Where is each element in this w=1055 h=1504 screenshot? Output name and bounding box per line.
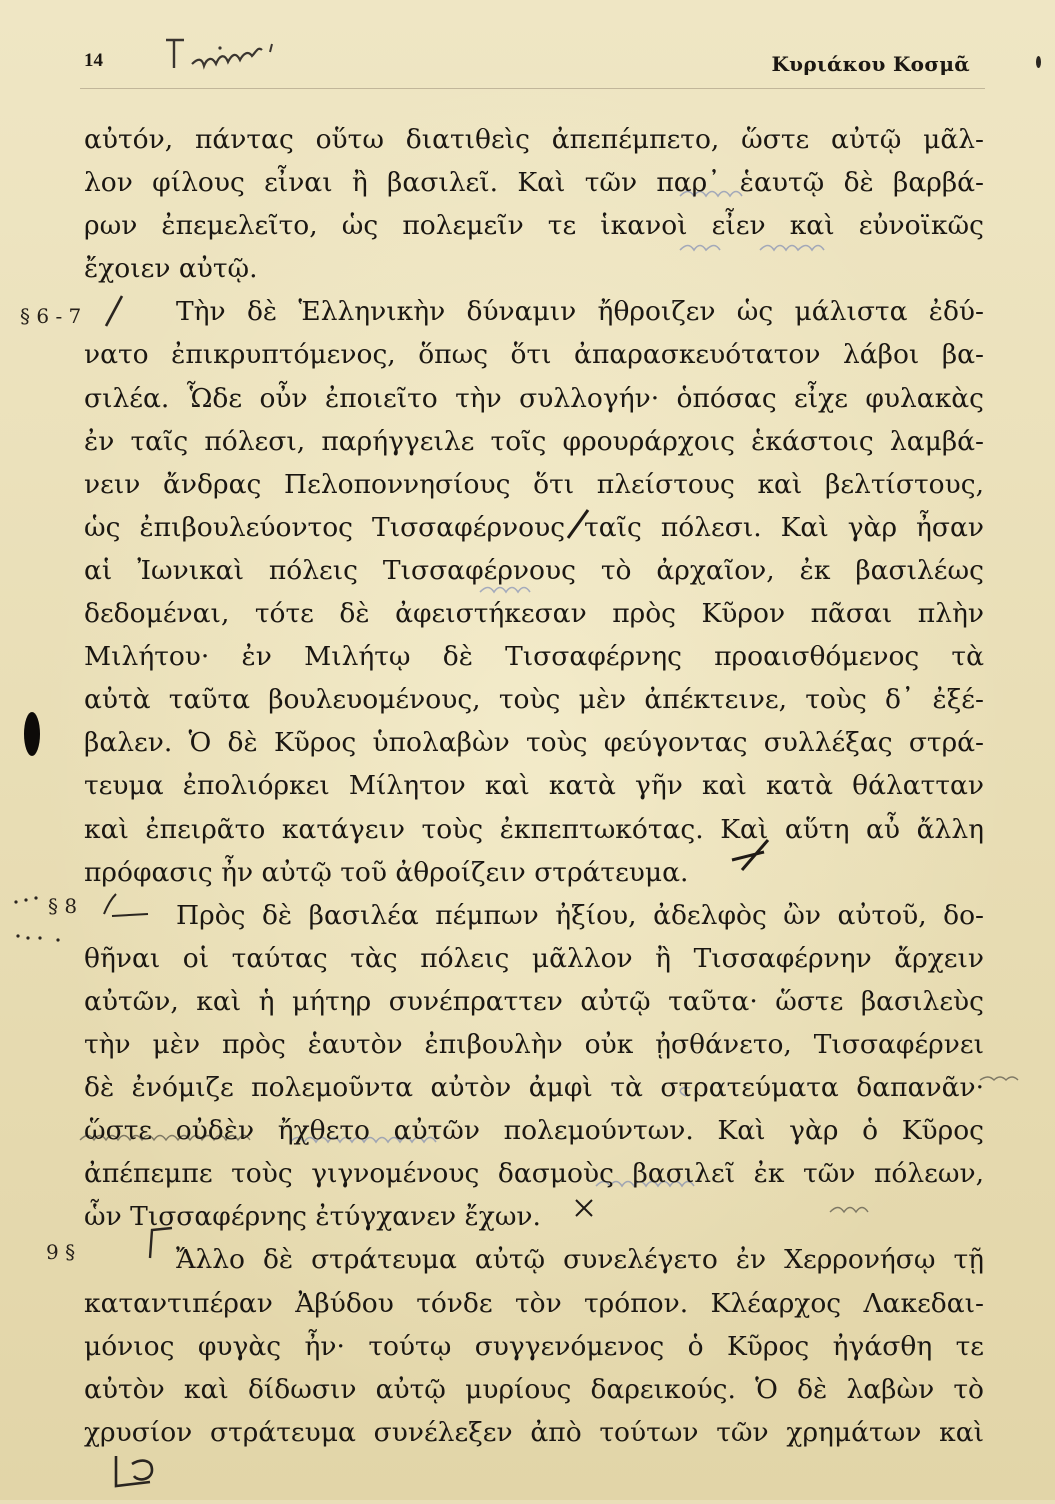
text-line: ἐν ταῖς πόλεσι, παρήγγειλε τοῖς φρουράρχοις ἑκάστοις λαμβά-: [84, 425, 984, 457]
text-line: χρυσίον στράτευμα συνέλεξεν ἀπὸ τούτων τῶν χρημάτων καὶ: [84, 1416, 984, 1448]
ink-blot: [24, 712, 40, 756]
text-line: Ἄλλο δὲ στράτευμα αὐτῷ συνελέγετο ἐν Χερρονήσῳ τῇ: [176, 1244, 984, 1276]
text-line: Τὴν δὲ Ἑλληνικὴν δύναμιν ἤθροιζεν ὡς μάλιστα ἐδύ-: [176, 296, 984, 328]
section-marker-6-7: § 6 - 7: [20, 304, 82, 328]
text-line: δὲ ἐνόμιζε πολεμοῦντα αὐτὸν ἀμφὶ τὰ στρατεύματα δαπανᾶν·: [84, 1072, 984, 1104]
text-line: τὴν μὲν πρὸς ἑαυτὸν ἐπιβουλὴν οὐκ ᾐσθάνετο, Τισσαφέρνει: [84, 1028, 984, 1060]
text-line: αὐτὰ ταῦτα βουλευομένους, τοὺς μὲν ἀπέκτεινε, τοὺς δ᾽ ἐξέ-: [84, 684, 984, 716]
text-line: βαλεν. Ὁ δὲ Κῦρος ὑπολαβὼν τοὺς φεύγοντας συλλέξας στρά-: [84, 727, 984, 759]
page-number: 14: [84, 50, 103, 71]
text-line: ἀπέπεμπε τοὺς γιγνομένους δασμοὺς βασιλεῖ ἐκ τῶν πόλεων,: [84, 1158, 984, 1190]
running-head-title: Κυριάκου Κοσμᾶ: [771, 52, 970, 76]
text-line: ὡς ἐπιβουλεύοντος Τισσαφέρνους ταῖς πόλεσι. Καὶ γὰρ ἦσαν: [84, 511, 984, 543]
text-line: νειν ἄνδρας Πελοποννησίους ὅτι πλείστους καὶ βελτίστους,: [84, 468, 984, 500]
text-line: ὧν Τισσαφέρνης ἐτύγχανεν ἔχων.: [84, 1201, 541, 1233]
text-line: αὐτῶν, καὶ ἡ μήτηρ συνέπραττεν αὐτῷ ταῦτα· ὥστε βασιλεὺς: [84, 985, 984, 1017]
text-line: πρόφασις ἦν αὐτῷ τοῦ ἀθροίζειν στράτευμα.: [84, 856, 689, 888]
text-line: ὥστε οὐδὲν ἤχθετο αὐτῶν πολεμούντων. Καὶ γὰρ ὁ Κῦρος: [84, 1115, 984, 1147]
text-line: σιλέα. Ὧδε οὖν ἐποιεῖτο τὴν συλλογήν· ὁπόσας εἶχε φυλακὰς: [84, 382, 984, 414]
pencil-mark-bottom: [110, 1452, 180, 1496]
ink-mark: [1036, 56, 1041, 68]
text-line: τευμα ἐπολιόρκει Μίλητον καὶ κατὰ γῆν καὶ κατὰ θάλατταν: [84, 770, 984, 802]
text-line: καταντιπέραν Ἀβύδου τόνδε τὸν τρόπον. Κλέαρχος Λακεδαι-: [84, 1287, 984, 1319]
text-line: θῆναι οἱ ταύτας τὰς πόλεις μᾶλλον ἢ Τισσαφέρνην ἄρχειν: [84, 942, 984, 974]
section-marker-8: § 8: [48, 894, 78, 918]
text-line: αὐτὸν καὶ δίδωσιν αὐτῷ μυρίους δαρεικούς. Ὁ δὲ λαβὼν τὸ: [84, 1373, 984, 1405]
text-line: αἱ Ἰωνικαὶ πόλεις Τισσαφέρνους τὸ ἀρχαῖον, ἐκ βασιλέως: [84, 554, 984, 586]
section-marker-9: 9 §: [46, 1240, 76, 1264]
text-line: Μιλήτου· ἐν Μιλήτῳ δὲ Τισσαφέρνης προαισθόμενος τὰ: [84, 641, 984, 673]
text-line: ρων ἐπεμελεῖτο, ὡς πολεμεῖν τε ἱκανοὶ εἶεν καὶ εὐνοϊκῶς: [84, 210, 984, 242]
text-line: λον φίλους εἶναι ἢ βασιλεῖ. Καὶ τῶν παρ᾽ ἑαυτῷ δὲ βαρβά-: [84, 167, 984, 199]
text-line: νατο ἐπικρυπτόμενος, ὅπως ὅτι ἀπαρασκευότατον λάβοι βα-: [84, 339, 984, 371]
header-rule: [80, 88, 985, 89]
text-line: αὐτόν, πάντας οὕτω διατιθεὶς ἀπεπέμπετο, ὥστε αὐτῷ μᾶλ-: [84, 124, 984, 155]
text-line: δεδομέναι, τότε δὲ ἀφειστήκεσαν πρὸς Κῦρον πᾶσαι πλὴν: [84, 598, 984, 630]
text-line: ἔχοιεν αὐτῷ.: [84, 253, 258, 285]
text-line: μόνιος φυγὰς ἦν· τούτῳ συγγενόμενος ὁ Κῦρος ἠγάσθη τε: [84, 1330, 984, 1362]
main-text: [84, 118, 984, 1454]
handwritten-scribble-header: [160, 30, 330, 84]
text-line: καὶ ἐπειρᾶτο κατάγειν τοὺς ἐκπεπτωκότας. Καὶ αὕτη αὖ ἄλλη: [84, 813, 984, 845]
text-line: Πρὸς δὲ βασιλέα πέμπων ἠξίου, ἀδελφὸς ὢν αὐτοῦ, δο-: [176, 899, 984, 931]
